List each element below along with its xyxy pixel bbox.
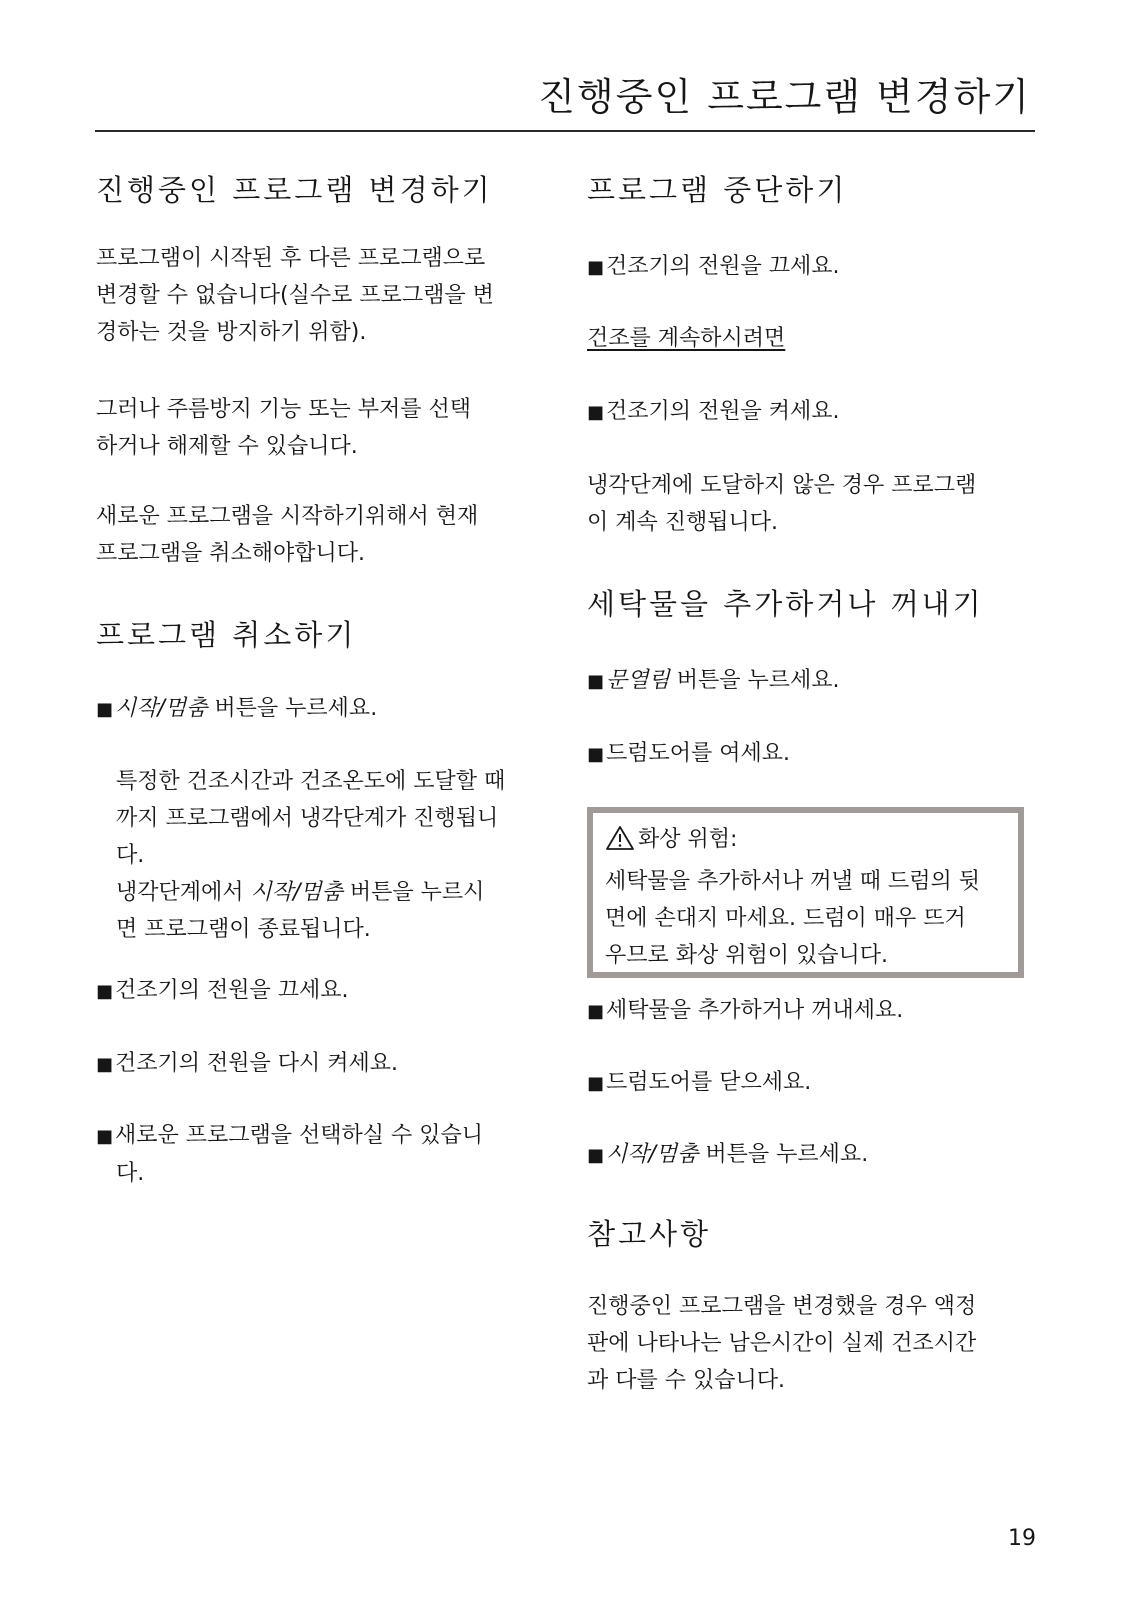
bullet-mark: ■ — [96, 1054, 114, 1075]
bullet-start-stop — [587, 1136, 868, 1174]
start-stop-label: 시작/멈춤 — [250, 880, 343, 905]
text-line: 프로그램을 취소해야합니다. — [96, 541, 366, 566]
start-stop-label: 시작/멈춤 — [115, 696, 208, 721]
section-heading-interrupt-program: 프로그램 중단하기 — [587, 173, 848, 207]
bullet-power-on-again — [96, 1045, 398, 1083]
bullet-mark: ■ — [96, 1126, 114, 1147]
text-span: 버튼을 누르시 — [342, 880, 485, 905]
text-line: 하거나 해제할 수 있습니다. — [96, 434, 358, 459]
paragraph-intro — [96, 240, 494, 351]
bullet-mark: ■ — [587, 402, 605, 423]
bullet-mark: ■ — [587, 1145, 605, 1166]
bullet-mark: ■ — [587, 1073, 605, 1094]
bullet-close-drum-door — [587, 1064, 811, 1102]
paragraph-cooling-continue — [587, 467, 976, 541]
section-heading-cancel-program: 프로그램 취소하기 — [96, 618, 357, 652]
text-line: 경하는 것을 방지하기 위함). — [96, 320, 367, 345]
page-number: 19 — [1008, 1526, 1036, 1551]
text-line: 건조기의 전원을 켜세요. — [606, 399, 840, 424]
text-line: 세탁물을 추가하거나 꺼내세요. — [606, 998, 904, 1023]
text-line: 버튼을 누르세요. — [669, 668, 840, 693]
text-line: 과 다를 수 있습니다. — [587, 1368, 785, 1393]
text-line — [116, 874, 505, 911]
warning-triangle-icon — [605, 825, 635, 863]
section-heading-notes: 참고사항 — [587, 1217, 712, 1251]
text-line: 다. — [116, 843, 145, 868]
burn-hazard-warning-box — [587, 807, 1024, 978]
bullet-power-on — [587, 393, 840, 431]
paragraph-notes — [587, 1288, 976, 1399]
text-line: 그러나 주름방지 기능 또는 부저를 선택 — [96, 397, 471, 422]
text-span: 화상 위험: — [638, 827, 738, 852]
bullet-mark: ■ — [96, 981, 114, 1002]
bullet-power-off — [587, 248, 840, 286]
text-line: 새로운 프로그램을 선택하실 수 있습니 — [115, 1123, 484, 1148]
text-line: 판에 나타나는 남은시간이 실제 건조시간 — [587, 1331, 977, 1356]
page-header — [95, 74, 1035, 132]
text-line: 버튼을 누르세요. — [207, 696, 378, 721]
text-line: 건조기의 전원을 끄세요. — [115, 978, 349, 1003]
section-heading-add-remove-laundry: 세탁물을 추가하거나 꺼내기 — [587, 587, 984, 621]
text-line: 새로운 프로그램을 시작하기위해서 현재 — [96, 504, 479, 529]
text-line: 다. — [116, 1161, 145, 1186]
text-line: 특정한 건조시간과 건조온도에 도달할 때 — [116, 769, 506, 794]
bullet-mark: ■ — [587, 1001, 605, 1022]
text-line: 면 프로그램이 종료됩니다. — [116, 917, 371, 942]
text-line: 드럼도어를 닫으세요. — [606, 1070, 812, 1095]
section-heading-change-program: 진행중인 프로그램 변경하기 — [96, 173, 493, 207]
bullet-add-remove-laundry — [587, 992, 903, 1030]
text-line: 세탁물을 추가하서나 꺼낼 때 드럼의 뒷 — [605, 869, 980, 894]
text-line: 우므로 화상 위험이 있습니다. — [605, 943, 888, 968]
bullet-mark: ■ — [587, 671, 605, 692]
bullet-power-off — [96, 972, 349, 1010]
page-title: 진행중인 프로그램 변경하기 — [538, 75, 1031, 119]
door-open-label: 문열림 — [606, 668, 670, 693]
subheading-continue-drying: 건조를 계속하시려면 — [587, 326, 786, 351]
text-line: 건조기의 전원을 끄세요. — [606, 254, 840, 279]
text-line: 버튼을 누르세요. — [698, 1142, 869, 1167]
text-line: 이 계속 진행됩니다. — [587, 510, 778, 535]
text-line: 드럼도어를 여세요. — [606, 741, 791, 766]
bullet-mark: ■ — [587, 257, 605, 278]
text-line: 진행중인 프로그램을 변경했을 경우 액정 — [587, 1294, 977, 1319]
paragraph-cooling — [116, 763, 505, 948]
bullet-select-new-program — [96, 1117, 483, 1192]
text-line: 냉각단계에 도달하지 않은 경우 프로그램 — [587, 473, 977, 498]
text-span: 냉각단계에서 — [116, 880, 251, 905]
text-line: 면에 손대지 마세요. 드럼이 매우 뜨거 — [605, 906, 966, 931]
warning-title — [605, 821, 1006, 863]
text-line: 변경할 수 없습니다(실수로 프로그램을 변 — [96, 283, 494, 308]
bullet-start-stop — [96, 690, 377, 728]
bullet-open-drum-door — [587, 735, 790, 773]
text-line: 프로그램이 시작된 후 다른 프로그램으로 — [96, 246, 486, 271]
bullet-mark: ■ — [587, 744, 605, 765]
text-line: 건조기의 전원을 다시 켜세요. — [115, 1051, 399, 1076]
paragraph-options — [96, 391, 471, 465]
start-stop-label: 시작/멈춤 — [606, 1142, 699, 1167]
bullet-mark: ■ — [96, 699, 114, 720]
bullet-door-open — [587, 662, 840, 700]
paragraph-new-program — [96, 498, 478, 572]
text-line: 까지 프로그램에서 냉각단계가 진행됩니 — [116, 806, 499, 831]
